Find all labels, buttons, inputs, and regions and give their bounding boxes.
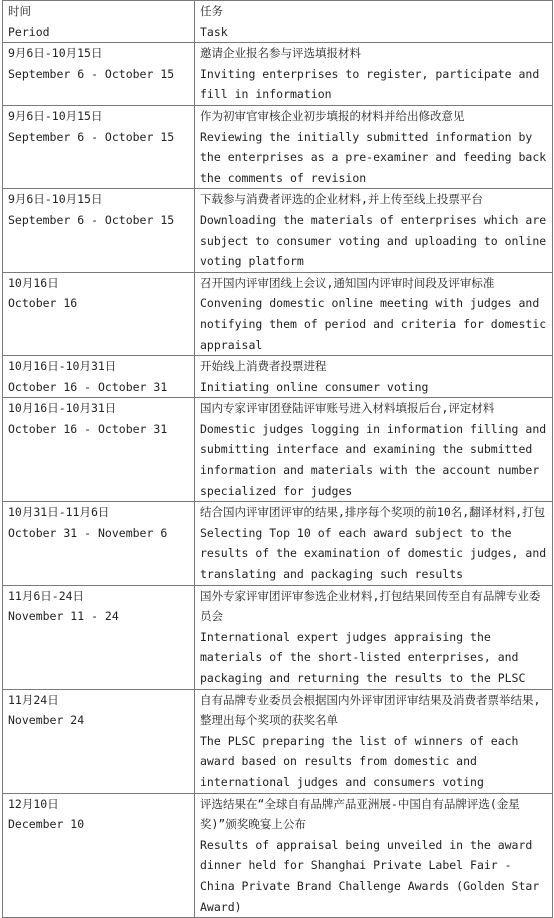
table-row	[3, 502, 553, 585]
task-zh: 召开国内评审团线上会议,通知国内评审时间段及评审标准	[200, 275, 495, 290]
table-row	[3, 356, 553, 398]
period-zh: 11月24日	[8, 692, 59, 707]
period-zh: 12月10日	[8, 796, 59, 811]
task-en: Domestic judges logging in information filling and submitting interface and examining the submitted information and materials with the account number specialized for judges	[200, 421, 547, 498]
task-en: Selecting Top 10 of each award subject to the results of the examination of domestic judges, and translating and packaging such results	[200, 525, 547, 582]
period-zh: 9月6日-10月15日	[8, 46, 103, 61]
period-zh: 9月6日-10月15日	[8, 108, 103, 123]
task-en: Convening domestic online meeting with judges and notifying them of period and criteria for domestic appraisal	[200, 296, 547, 352]
task-zh: 结合国内评审团评审的结果,排序每个奖项的前10名,翻译材料,打包	[200, 505, 546, 520]
task-zh: 下载参与消费者评选的企业材料,并上传至线上投票平台	[200, 192, 483, 207]
task-cell	[195, 189, 553, 272]
task-header-zh: 任务	[200, 4, 223, 18]
table-row	[3, 398, 553, 502]
task-cell	[195, 43, 553, 106]
task-en: Inviting enterprises to register, participate and fill in information	[200, 66, 540, 102]
period-en: October 16 - October 31	[8, 379, 168, 394]
table-row	[3, 43, 553, 106]
task-zh: 自有品牌专业委员会根据国内外评审团评审结果及消费者票举结果,整理出每个奖项的获奖名单	[200, 692, 541, 728]
task-en: Results of appraisal being unveiled in the award dinner held for Shanghai Private Label Fair - China Private Brand Challenge Awards (Golden Star Award)	[200, 837, 540, 914]
period-en: September 6 - October 15	[8, 129, 175, 144]
period-cell	[3, 689, 195, 793]
task-cell	[195, 689, 553, 793]
period-header-cell	[3, 1, 195, 43]
period-cell	[3, 272, 195, 355]
period-header-en: Period	[8, 24, 50, 39]
period-zh: 10月16日-10月31日	[8, 401, 117, 416]
period-en: November 11 - 24	[8, 609, 119, 624]
period-cell	[3, 585, 195, 689]
task-cell	[195, 398, 553, 502]
period-en: October 16 - October 31	[8, 421, 168, 436]
period-header-zh: 时间	[8, 4, 31, 18]
period-en: September 6 - October 15	[8, 66, 175, 81]
task-zh: 邀请企业报名参与评选填报材料	[200, 46, 361, 61]
table-row	[3, 272, 553, 355]
task-zh: 评选结果在“全球自有品牌产品亚洲展-中国自有品牌评选(金星奖)”颁奖晚宴上公布	[200, 796, 520, 832]
task-zh: 国内专家评审团登陆评审账号进入材料填报后台,评定材料	[200, 401, 495, 416]
period-zh: 11月6日-24日	[8, 588, 85, 603]
period-en: November 24	[8, 713, 85, 728]
table-row	[3, 585, 553, 689]
task-cell	[195, 272, 553, 355]
period-zh: 10月16日-10月31日	[8, 359, 117, 374]
table-row	[3, 105, 553, 188]
table-row	[3, 189, 553, 272]
table-row	[3, 793, 553, 918]
task-zh: 作为初审官审核企业初步填报的材料并给出修改意见	[200, 108, 465, 123]
period-cell	[3, 398, 195, 502]
task-en: International expert judges appraising the materials of the short-listed enterprises, and packaging and returning the results to the PLSC	[200, 629, 526, 685]
period-zh: 10月31日-11月6日	[8, 505, 110, 520]
schedule-table	[2, 0, 553, 918]
period-en: September 6 - October 15	[8, 212, 175, 227]
task-cell	[195, 105, 553, 188]
period-cell	[3, 356, 195, 398]
task-en: Initiating online consumer voting	[200, 379, 429, 394]
period-cell	[3, 189, 195, 272]
period-cell	[3, 502, 195, 585]
task-zh: 国外专家评审团评审参选企业材料,打包结果回传至自有品牌专业委员会	[200, 588, 541, 624]
task-en: The PLSC preparing the list of winners of each award based on results from domestic and international judges and consumers voting	[200, 733, 519, 789]
period-en: December 10	[8, 817, 85, 832]
period-en: October 31 - November 6	[8, 525, 168, 540]
task-en: Reviewing the initially submitted information by the enterprises as a pre-examiner and feeding back the comments of revision	[200, 129, 547, 185]
period-cell	[3, 793, 195, 918]
task-en: Downloading the materials of enterprises which are subject to consumer voting and uploading to online voting platform	[200, 212, 547, 269]
period-cell	[3, 43, 195, 106]
header-row	[3, 1, 553, 43]
task-cell	[195, 585, 553, 689]
period-zh: 9月6日-10月15日	[8, 192, 103, 207]
task-cell	[195, 356, 553, 398]
schedule-body	[3, 1, 553, 918]
task-header-cell	[195, 1, 553, 43]
period-zh: 10月16日	[8, 275, 59, 290]
period-en: October 16	[8, 296, 78, 311]
task-header-en: Task	[200, 24, 228, 39]
task-zh: 开始线上消费者投票进程	[200, 359, 327, 374]
task-cell	[195, 502, 553, 585]
table-row	[3, 689, 553, 793]
task-cell	[195, 793, 553, 918]
period-cell	[3, 105, 195, 188]
